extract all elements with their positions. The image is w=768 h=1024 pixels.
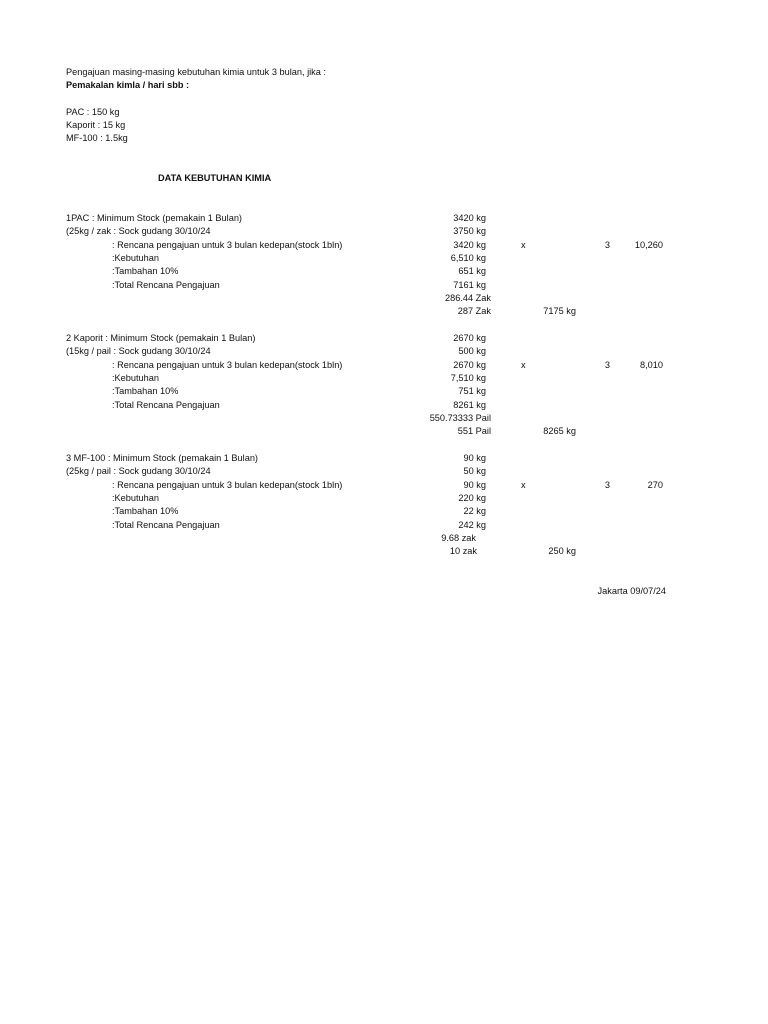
item-head: 1PAC : Minimum Stock (pemakain 1 Bulan) [66, 213, 242, 223]
total-value: 7161 kg [453, 280, 486, 290]
stock-value: 3750 kg [453, 226, 486, 236]
units-raw-value: 286.44 Zak [445, 293, 491, 303]
intro-line: Pengajuan masing-masing kebutuhan kimia untuk 3 bulan, jika : [66, 67, 326, 77]
total-value: 8261 kg [453, 400, 486, 410]
item-plan-label: : Rencana pengajuan untuk 3 bulan kedepan(stock 1bln) [112, 480, 343, 490]
multiplier-value: 3 [604, 240, 610, 250]
multiply-sign: x [521, 240, 526, 250]
item-need-label: :Kebutuhan [112, 373, 160, 383]
min-stock-value: 2670 kg [453, 333, 486, 343]
extra-value: 751 kg [458, 386, 486, 396]
item-plan-label: : Rencana pengajuan untuk 3 bulan kedepan(stock 1bln) [112, 360, 343, 370]
item-pack: (15kg / pail : Sock gudang 30/10/24 [66, 346, 211, 356]
item-total-label: :Total Rencana Pengajuan [112, 400, 220, 410]
product-value: 8,010 [640, 360, 663, 370]
item-extra-label: :Tambahan 10% [112, 386, 179, 396]
item-head: 3 MF-100 : Minimum Stock (pemakain 1 Bulan) [66, 453, 258, 463]
item-pack: (25kg / zak : Sock gudang 30/10/24 [66, 226, 211, 236]
min-stock-value: 3420 kg [453, 213, 486, 223]
multiply-sign: x [521, 480, 526, 490]
need-value: 7,510 kg [450, 373, 486, 383]
item-pack: (25kg / pail : Sock gudang 30/10/24 [66, 466, 211, 476]
plan-value: 3420 kg [453, 240, 486, 250]
multiplier-value: 3 [604, 360, 610, 370]
min-stock-value: 90 kg [463, 453, 486, 463]
plan-value: 90 kg [463, 480, 486, 490]
item-total-label: :Total Rencana Pengajuan [112, 520, 220, 530]
item-head: 2 Kaporit : Minimum Stock (pemakain 1 Bulan) [66, 333, 256, 343]
plan-value: 2670 kg [453, 360, 486, 370]
item-extra-label: :Tambahan 10% [112, 506, 179, 516]
units-value: 551 Pail [457, 426, 491, 436]
place-date: Jakarta 09/07/24 [597, 586, 666, 596]
product-value: 10,260 [634, 240, 663, 250]
units-raw-value: 550.73333 Pail [429, 413, 491, 423]
units-raw-value: 9.68 zak [441, 533, 476, 543]
final-kg-value: 7175 kg [543, 306, 576, 316]
usage-kaporit: Kaporit : 15 kg [66, 120, 126, 130]
section-title: DATA KEBUTUHAN KIMIA [158, 173, 272, 183]
need-value: 220 kg [458, 493, 486, 503]
final-kg-value: 250 kg [548, 546, 576, 556]
stock-value: 500 kg [458, 346, 486, 356]
item-extra-label: :Tambahan 10% [112, 266, 179, 276]
item-plan-label: : Rencana pengajuan untuk 3 bulan kedepan(stock 1bln) [112, 240, 343, 250]
multiply-sign: x [521, 360, 526, 370]
final-kg-value: 8265 kg [543, 426, 576, 436]
usage-mf100: MF-100 : 1.5kg [66, 133, 128, 143]
total-value: 242 kg [458, 520, 486, 530]
multiplier-value: 3 [604, 480, 610, 490]
item-total-label: :Total Rencana Pengajuan [112, 280, 220, 290]
product-value: 270 [647, 480, 663, 490]
units-value: 287 Zak [457, 306, 491, 316]
extra-value: 22 kg [463, 506, 486, 516]
units-value: 10 zak [449, 546, 477, 556]
extra-value: 651 kg [458, 266, 486, 276]
item-need-label: :Kebutuhan [112, 493, 160, 503]
intro-subtitle: Pemakalan kimla / hari sbb : [66, 80, 190, 90]
stock-value: 50 kg [463, 466, 486, 476]
need-value: 6,510 kg [450, 253, 486, 263]
usage-pac: PAC : 150 kg [66, 107, 120, 117]
item-need-label: :Kebutuhan [112, 253, 160, 263]
